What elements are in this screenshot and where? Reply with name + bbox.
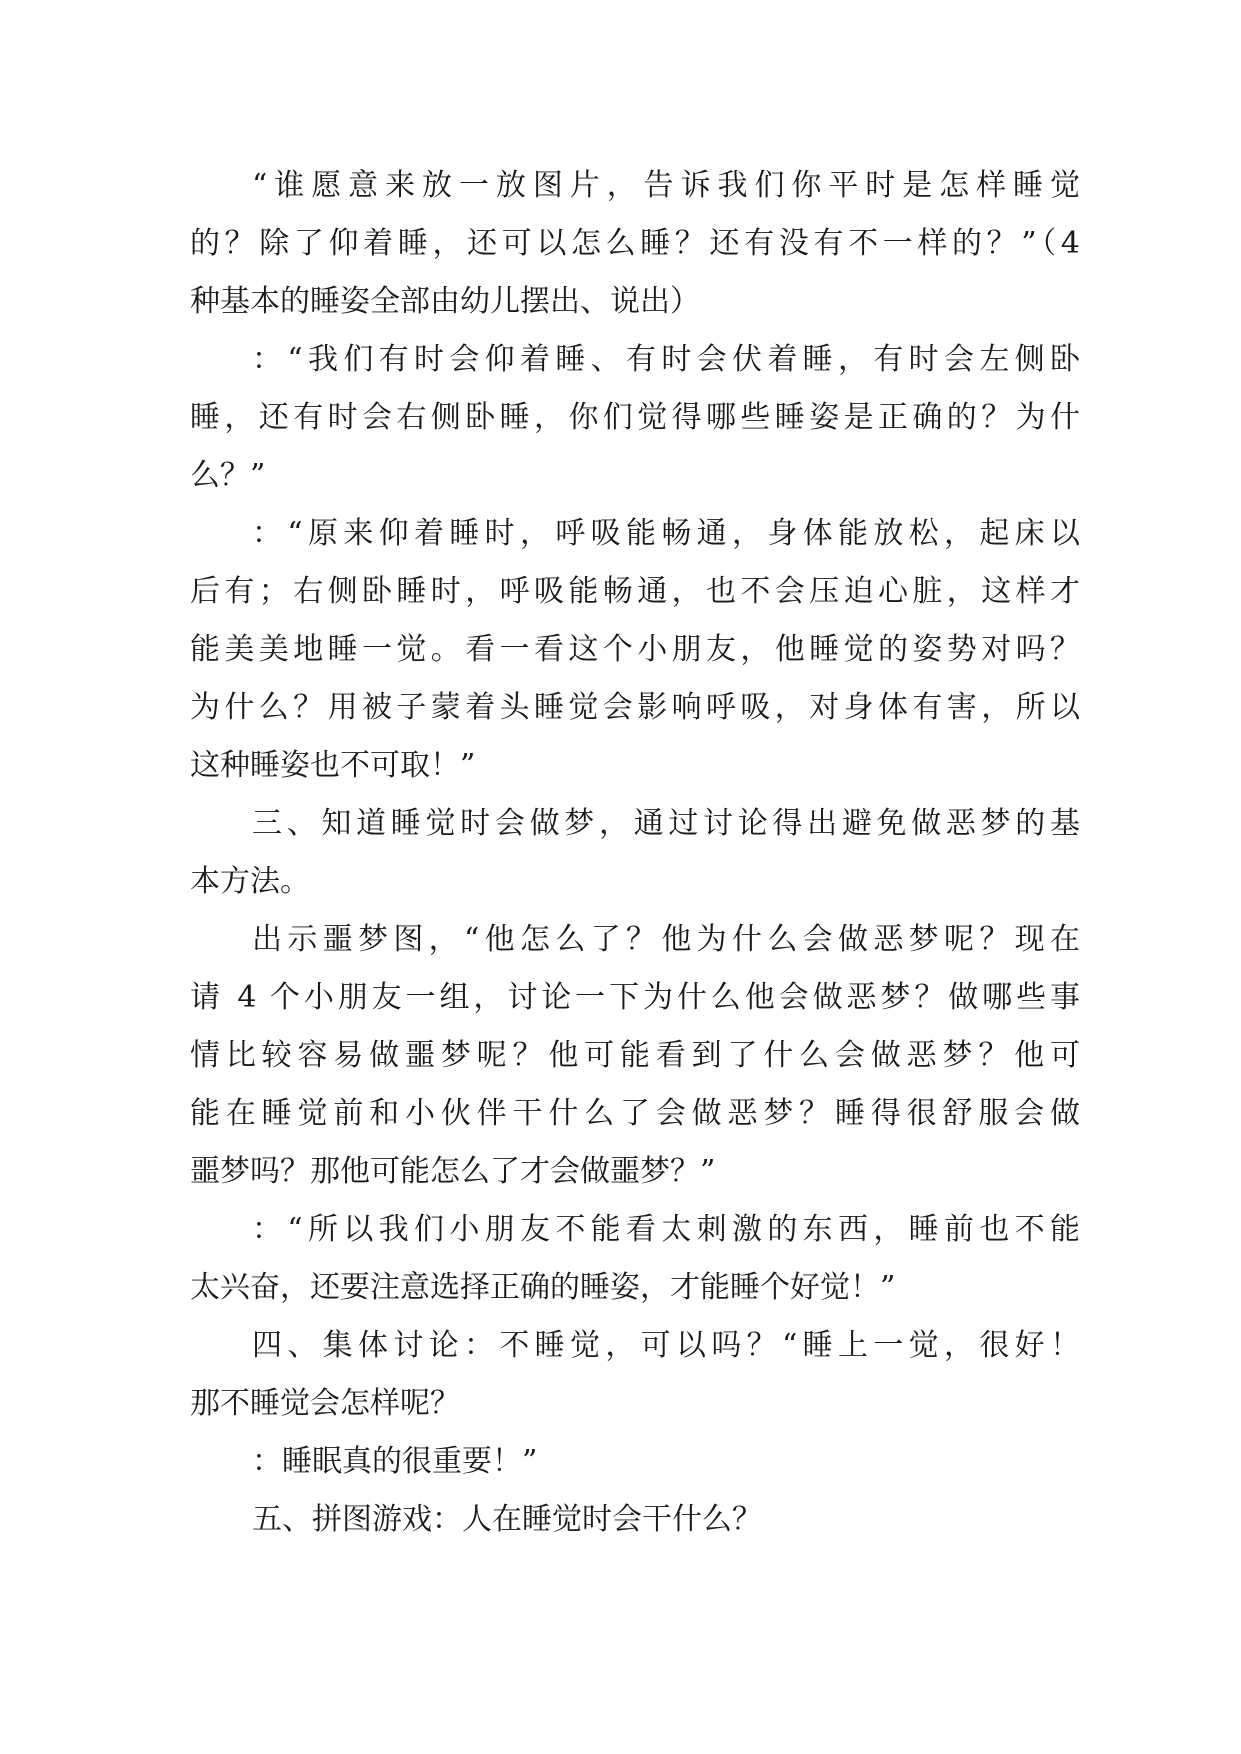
paragraph-line: ：“我们有时会仰着睡、有时会伏着睡，有时会左侧卧 <box>252 342 1080 377</box>
section-heading-line: 五、拼图游戏：人在睡觉时会干什么？ <box>252 1502 762 1537</box>
paragraph-line: 的？除了仰着睡，还可以怎么睡？还有没有不一样的？”（4 <box>190 226 1080 261</box>
paragraph-line: 能美美地睡一觉。看一看这个小朋友，他睡觉的姿势对吗？ <box>190 632 1080 667</box>
paragraph-line: ：睡眠真的很重要！” <box>252 1444 538 1479</box>
paragraph-line: 为什么？用被子蒙着头睡觉会影响呼吸，对身体有害，所以 <box>190 690 1080 725</box>
section-heading-line: 三、知道睡觉时会做梦，通过讨论得出避免做恶梦的基 <box>252 806 1080 841</box>
paragraph-line: 能在睡觉前和小伙伴干什么了会做恶梦？睡得很舒服会做 <box>190 1096 1080 1131</box>
paragraph-line: 这种睡姿也不可取！” <box>190 748 476 783</box>
paragraph-line: ：“所以我们小朋友不能看太刺激的东西，睡前也不能 <box>252 1212 1080 1247</box>
paragraph-line: 睡，还有时会右侧卧睡，你们觉得哪些睡姿是正确的？为什 <box>190 400 1080 435</box>
paragraph-line: 噩梦吗？那他可能怎么了才会做噩梦？” <box>190 1154 716 1189</box>
paragraph-line: 请 4 个小朋友一组，讨论一下为什么他会做恶梦？做哪些事 <box>190 980 1080 1015</box>
paragraph-line: 后有；右侧卧睡时，呼吸能畅通，也不会压迫心脏，这样才 <box>190 574 1080 609</box>
paragraph-line: 种基本的睡姿全部由幼儿摆出、说出） <box>190 284 700 319</box>
section-heading-line: 本方法。 <box>190 864 310 899</box>
paragraph-line: ：“原来仰着睡时，呼吸能畅通，身体能放松，起床以 <box>252 516 1080 551</box>
paragraph-line: 太兴奋，还要注意选择正确的睡姿，才能睡个好觉！” <box>190 1270 896 1305</box>
section-heading-line: 四、集体讨论：不睡觉，可以吗？“睡上一觉，很好！ <box>252 1328 1080 1363</box>
paragraph-line: 么？” <box>190 458 266 493</box>
paragraph-line: 情比较容易做噩梦呢？他可能看到了什么会做恶梦？他可 <box>190 1038 1080 1073</box>
paragraph-line: “谁愿意来放一放图片，告诉我们你平时是怎样睡觉 <box>252 168 1080 203</box>
paragraph-line: 出示噩梦图，“他怎么了？他为什么会做恶梦呢？现在 <box>252 922 1080 957</box>
paragraph-line: 那不睡觉会怎样呢？ <box>190 1386 460 1421</box>
